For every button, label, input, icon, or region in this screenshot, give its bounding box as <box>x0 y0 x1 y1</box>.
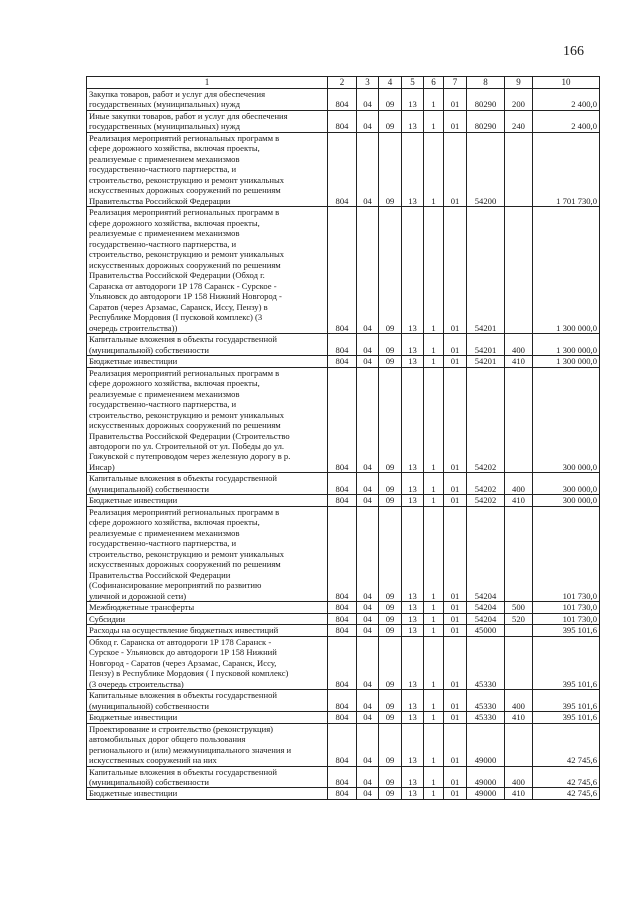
subprogram-code: 1 <box>424 712 444 723</box>
program-code: 13 <box>402 766 424 788</box>
subsection-code: 09 <box>379 506 402 601</box>
header-cell: 4 <box>379 77 402 89</box>
program-code: 13 <box>402 723 424 766</box>
main-activity-code: 01 <box>444 367 467 473</box>
main-activity-code: 01 <box>444 132 467 206</box>
program-code: 13 <box>402 132 424 206</box>
main-activity-code: 01 <box>444 110 467 132</box>
header-cell: 6 <box>424 77 444 89</box>
table-row <box>87 636 600 689</box>
chapter-code: 804 <box>328 723 357 766</box>
section-code: 04 <box>357 636 379 689</box>
subprogram-code: 1 <box>424 723 444 766</box>
amount: 42 745,6 <box>533 766 600 788</box>
chapter-code: 804 <box>328 625 357 636</box>
row-description: Бюджетные инвестиции <box>87 788 328 799</box>
row-description: Иные закупки товаров, работ и услуг для обеспечения государственных (муниципальных) нужд <box>87 110 328 132</box>
table-row <box>87 788 600 799</box>
amount: 101 730,0 <box>533 613 600 624</box>
direction-code: 80290 <box>467 110 505 132</box>
chapter-code: 804 <box>328 132 357 206</box>
chapter-code: 804 <box>328 356 357 367</box>
table-row <box>87 207 600 334</box>
expense-type-code: 400 <box>505 690 533 712</box>
expense-type-code <box>505 723 533 766</box>
expense-type-code: 410 <box>505 495 533 506</box>
direction-code: 54201 <box>467 207 505 334</box>
expense-type-code <box>505 506 533 601</box>
section-code: 04 <box>357 334 379 356</box>
direction-code: 49000 <box>467 723 505 766</box>
amount: 300 000,0 <box>533 473 600 495</box>
header-cell: 3 <box>357 77 379 89</box>
expense-type-code: 400 <box>505 473 533 495</box>
amount: 395 101,6 <box>533 690 600 712</box>
section-code: 04 <box>357 690 379 712</box>
expense-type-code: 520 <box>505 613 533 624</box>
expense-type-code: 410 <box>505 712 533 723</box>
table-row <box>87 712 600 723</box>
row-description: Реализация мероприятий региональных программ в сфере дорожного хозяйства, включая проекты, реализуемые с применением механизмов государственно-частного партнерства, и строительство, реконструкцию и ремонт уникальных искусственных дорожных сооружений по решениям Правительства Российской Федерации (Обход г. Саранска от автодороги 1Р 178 Саранск - Сурское - Ульяновск до автодороги 1Р 158 Нижний Новгород - Саратов (через Арзамас, Саранск, Иссу, Пензу) в Республике Мордовия (I пусковой комплекс) (3 очередь строительства)) <box>87 207 328 334</box>
amount: 395 101,6 <box>533 625 600 636</box>
table-row <box>87 473 600 495</box>
table-row <box>87 625 600 636</box>
main-activity-code: 01 <box>444 690 467 712</box>
subsection-code: 09 <box>379 207 402 334</box>
chapter-code: 804 <box>328 89 357 111</box>
chapter-code: 804 <box>328 110 357 132</box>
row-description: Бюджетные инвестиции <box>87 712 328 723</box>
row-description: Реализация мероприятий региональных программ в сфере дорожного хозяйства, включая проекты, реализуемые с применением механизмов государственно-частного партнерства, и строительство, реконструкцию и ремонт уникальных искусственных дорожных сооружений по решениям Правительства Российской Федерации <box>87 132 328 206</box>
program-code: 13 <box>402 788 424 799</box>
amount: 1 701 730,0 <box>533 132 600 206</box>
header-cell: 5 <box>402 77 424 89</box>
row-description: Бюджетные инвестиции <box>87 495 328 506</box>
direction-code: 54202 <box>467 473 505 495</box>
section-code: 04 <box>357 766 379 788</box>
amount: 300 000,0 <box>533 495 600 506</box>
chapter-code: 804 <box>328 367 357 473</box>
chapter-code: 804 <box>328 473 357 495</box>
main-activity-code: 01 <box>444 506 467 601</box>
budget-table <box>86 76 600 800</box>
section-code: 04 <box>357 613 379 624</box>
row-description: Капитальные вложения в объекты государственной (муниципальной) собственности <box>87 334 328 356</box>
direction-code: 54201 <box>467 356 505 367</box>
section-code: 04 <box>357 356 379 367</box>
subsection-code: 09 <box>379 723 402 766</box>
subprogram-code: 1 <box>424 613 444 624</box>
header-cell: 9 <box>505 77 533 89</box>
subsection-code: 09 <box>379 690 402 712</box>
row-description: Обход г. Саранска от автодороги 1Р 178 Саранск - Сурское - Ульяновск до автодороги 1Р 158 Нижний Новгород - Саратов (через Арзамас, Саранск, Иссу, Пензу) в Республике Мордовия ( I пусковой комплекс) (3 очередь строительства) <box>87 636 328 689</box>
chapter-code: 804 <box>328 636 357 689</box>
row-description: Межбюджетные трансферты <box>87 602 328 613</box>
expense-type-code <box>505 132 533 206</box>
table-body <box>87 77 600 800</box>
section-code: 04 <box>357 495 379 506</box>
main-activity-code: 01 <box>444 613 467 624</box>
subsection-code: 09 <box>379 636 402 689</box>
program-code: 13 <box>402 89 424 111</box>
table-row <box>87 367 600 473</box>
direction-code: 45330 <box>467 636 505 689</box>
row-description: Капитальные вложения в объекты государственной (муниципальной) собственности <box>87 690 328 712</box>
chapter-code: 804 <box>328 495 357 506</box>
expense-type-code: 240 <box>505 110 533 132</box>
amount: 395 101,6 <box>533 636 600 689</box>
program-code: 13 <box>402 473 424 495</box>
subprogram-code: 1 <box>424 367 444 473</box>
header-cell: 7 <box>444 77 467 89</box>
subprogram-code: 1 <box>424 636 444 689</box>
program-code: 13 <box>402 636 424 689</box>
table-row <box>87 690 600 712</box>
expense-type-code <box>505 367 533 473</box>
direction-code: 45330 <box>467 690 505 712</box>
main-activity-code: 01 <box>444 625 467 636</box>
section-code: 04 <box>357 506 379 601</box>
row-description: Реализация мероприятий региональных программ в сфере дорожного хозяйства, включая проекты, реализуемые с применением механизмов государственно-частного партнерства, и строительство, реконструкцию и ремонт уникальных искусственных дорожных сооружений по решениям Правительства Российской Федерации (Софинансирование мероприятий по развитию уличной и дорожной сети) <box>87 506 328 601</box>
main-activity-code: 01 <box>444 712 467 723</box>
amount: 2 400,0 <box>533 89 600 111</box>
program-code: 13 <box>402 625 424 636</box>
row-description: Капитальные вложения в объекты государственной (муниципальной) собственности <box>87 766 328 788</box>
program-code: 13 <box>402 367 424 473</box>
expense-type-code: 410 <box>505 356 533 367</box>
program-code: 13 <box>402 356 424 367</box>
expense-type-code <box>505 636 533 689</box>
subprogram-code: 1 <box>424 788 444 799</box>
direction-code: 54204 <box>467 506 505 601</box>
subprogram-code: 1 <box>424 495 444 506</box>
section-code: 04 <box>357 602 379 613</box>
section-code: 04 <box>357 89 379 111</box>
header-cell: 10 <box>533 77 600 89</box>
amount: 1 300 000,0 <box>533 207 600 334</box>
direction-code: 54200 <box>467 132 505 206</box>
subprogram-code: 1 <box>424 356 444 367</box>
direction-code: 54201 <box>467 334 505 356</box>
program-code: 13 <box>402 506 424 601</box>
main-activity-code: 01 <box>444 89 467 111</box>
expense-type-code: 400 <box>505 766 533 788</box>
expense-type-code: 200 <box>505 89 533 111</box>
section-code: 04 <box>357 712 379 723</box>
table-row <box>87 356 600 367</box>
expense-type-code: 500 <box>505 602 533 613</box>
program-code: 13 <box>402 334 424 356</box>
subprogram-code: 1 <box>424 334 444 356</box>
chapter-code: 804 <box>328 766 357 788</box>
row-description: Бюджетные инвестиции <box>87 356 328 367</box>
program-code: 13 <box>402 207 424 334</box>
expense-type-code <box>505 207 533 334</box>
table-row <box>87 495 600 506</box>
table-row <box>87 613 600 624</box>
chapter-code: 804 <box>328 602 357 613</box>
row-description: Реализация мероприятий региональных программ в сфере дорожного хозяйства, включая проекты, реализуемые с применением механизмов государственно-частного партнерства, и строительство, реконструкцию и ремонт уникальных искусственных дорожных сооружений по решениям Правительства Российской Федерации (Строительство автодороги по ул. Строительной от ул. Победы до ул. Гожувской с путепроводом через железную дорогу в р. Инсар) <box>87 367 328 473</box>
main-activity-code: 01 <box>444 495 467 506</box>
amount: 1 300 000,0 <box>533 334 600 356</box>
direction-code: 54202 <box>467 367 505 473</box>
header-cell: 8 <box>467 77 505 89</box>
direction-code: 45000 <box>467 625 505 636</box>
direction-code: 49000 <box>467 766 505 788</box>
amount: 101 730,0 <box>533 602 600 613</box>
subsection-code: 09 <box>379 367 402 473</box>
section-code: 04 <box>357 625 379 636</box>
expense-type-code: 400 <box>505 334 533 356</box>
main-activity-code: 01 <box>444 334 467 356</box>
subprogram-code: 1 <box>424 207 444 334</box>
section-code: 04 <box>357 132 379 206</box>
program-code: 13 <box>402 602 424 613</box>
chapter-code: 804 <box>328 506 357 601</box>
section-code: 04 <box>357 788 379 799</box>
main-activity-code: 01 <box>444 636 467 689</box>
program-code: 13 <box>402 110 424 132</box>
direction-code: 54204 <box>467 602 505 613</box>
subsection-code: 09 <box>379 89 402 111</box>
chapter-code: 804 <box>328 690 357 712</box>
amount: 2 400,0 <box>533 110 600 132</box>
subsection-code: 09 <box>379 110 402 132</box>
table-row <box>87 132 600 206</box>
table-header-row <box>87 77 600 89</box>
table-row <box>87 89 600 111</box>
main-activity-code: 01 <box>444 602 467 613</box>
program-code: 13 <box>402 495 424 506</box>
subprogram-code: 1 <box>424 506 444 601</box>
subprogram-code: 1 <box>424 132 444 206</box>
subprogram-code: 1 <box>424 766 444 788</box>
header-cell: 1 <box>87 77 328 89</box>
section-code: 04 <box>357 367 379 473</box>
subsection-code: 09 <box>379 613 402 624</box>
subprogram-code: 1 <box>424 602 444 613</box>
row-description: Капитальные вложения в объекты государственной (муниципальной) собственности <box>87 473 328 495</box>
section-code: 04 <box>357 207 379 334</box>
page-number: 166 <box>563 44 584 59</box>
expense-type-code: 410 <box>505 788 533 799</box>
subsection-code: 09 <box>379 473 402 495</box>
main-activity-code: 01 <box>444 766 467 788</box>
subprogram-code: 1 <box>424 625 444 636</box>
subprogram-code: 1 <box>424 473 444 495</box>
main-activity-code: 01 <box>444 473 467 495</box>
program-code: 13 <box>402 690 424 712</box>
direction-code: 49000 <box>467 788 505 799</box>
subprogram-code: 1 <box>424 89 444 111</box>
row-description: Проектирование и строительство (реконструкция) автомобильных дорог общего пользования регионального и (или) межмуниципального значения и искусственных сооружений на них <box>87 723 328 766</box>
chapter-code: 804 <box>328 788 357 799</box>
direction-code: 45330 <box>467 712 505 723</box>
expense-type-code <box>505 625 533 636</box>
table-row <box>87 766 600 788</box>
direction-code: 80290 <box>467 89 505 111</box>
section-code: 04 <box>357 110 379 132</box>
amount: 42 745,6 <box>533 788 600 799</box>
subsection-code: 09 <box>379 788 402 799</box>
section-code: 04 <box>357 473 379 495</box>
table-row <box>87 110 600 132</box>
amount: 42 745,6 <box>533 723 600 766</box>
table-row <box>87 506 600 601</box>
row-description: Закупка товаров, работ и услуг для обеспечения государственных (муниципальных) нужд <box>87 89 328 111</box>
subsection-code: 09 <box>379 334 402 356</box>
main-activity-code: 01 <box>444 723 467 766</box>
subsection-code: 09 <box>379 766 402 788</box>
chapter-code: 804 <box>328 207 357 334</box>
program-code: 13 <box>402 613 424 624</box>
table-row <box>87 334 600 356</box>
amount: 101 730,0 <box>533 506 600 601</box>
row-description: Субсидии <box>87 613 328 624</box>
program-code: 13 <box>402 712 424 723</box>
table-row <box>87 602 600 613</box>
subsection-code: 09 <box>379 625 402 636</box>
main-activity-code: 01 <box>444 788 467 799</box>
amount: 395 101,6 <box>533 712 600 723</box>
section-code: 04 <box>357 723 379 766</box>
direction-code: 54202 <box>467 495 505 506</box>
subprogram-code: 1 <box>424 690 444 712</box>
subsection-code: 09 <box>379 495 402 506</box>
subsection-code: 09 <box>379 602 402 613</box>
subsection-code: 09 <box>379 132 402 206</box>
subprogram-code: 1 <box>424 110 444 132</box>
direction-code: 54204 <box>467 613 505 624</box>
header-cell: 2 <box>328 77 357 89</box>
main-activity-code: 01 <box>444 356 467 367</box>
amount: 300 000,0 <box>533 367 600 473</box>
subsection-code: 09 <box>379 712 402 723</box>
subsection-code: 09 <box>379 356 402 367</box>
amount: 1 300 000,0 <box>533 356 600 367</box>
main-activity-code: 01 <box>444 207 467 334</box>
chapter-code: 804 <box>328 613 357 624</box>
chapter-code: 804 <box>328 334 357 356</box>
table-row <box>87 723 600 766</box>
row-description: Расходы на осуществление бюджетных инвестиций <box>87 625 328 636</box>
chapter-code: 804 <box>328 712 357 723</box>
